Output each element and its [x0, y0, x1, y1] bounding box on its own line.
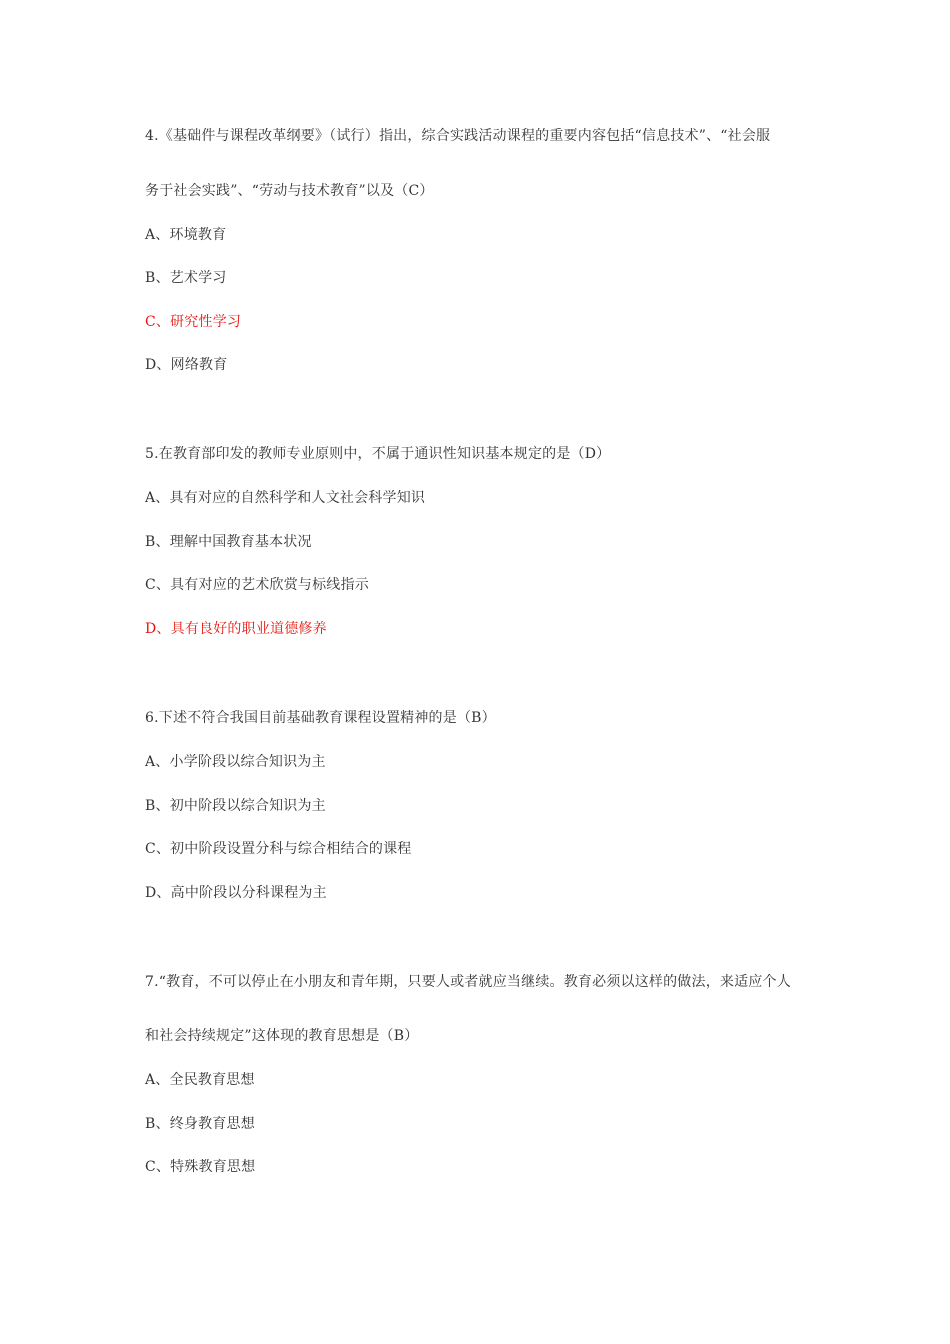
question-4-stem-line-2: 务于社会实践”、“劳动与技术教育”以及（C） — [145, 183, 434, 199]
question-4-stem-line-1: 4.《基础件与课程改革纲要》（试行）指出，综合实践活动课程的重要内容包括“信息技术”、“社会服 — [145, 128, 771, 144]
question-4-option-a: A、环境教育 — [145, 227, 227, 243]
question-5-option-c: C、具有对应的艺术欣赏与标线指示 — [145, 577, 369, 593]
question-5-stem-line-1: 5.在教育部印发的教师专业原则中，不属于通识性知识基本规定的是（D） — [145, 446, 611, 462]
question-6-option-c: C、初中阶段设置分科与综合相结合的课程 — [145, 841, 412, 857]
question-6-option-a: A、小学阶段以综合知识为主 — [145, 754, 326, 770]
question-4-option-d: D、网络教育 — [145, 357, 228, 373]
question-7-option-a: A、全民教育思想 — [145, 1072, 255, 1088]
question-4-option-b: B、艺术学习 — [145, 270, 227, 286]
question-7-option-c: C、特殊教育思想 — [145, 1159, 256, 1175]
question-7-option-b: B、终身教育思想 — [145, 1116, 255, 1132]
question-5-option-a: A、具有对应的自然科学和人文社会科学知识 — [145, 490, 426, 506]
question-7-stem-line-2: 和社会持续规定”这体现的教育思想是（B） — [145, 1028, 419, 1044]
question-4-option-c-correct: C、研究性学习 — [145, 314, 242, 330]
question-5-option-b: B、理解中国教育基本状况 — [145, 534, 312, 550]
question-5-option-d-correct: D、具有良好的职业道德修养 — [145, 621, 327, 637]
question-6-option-d: D、高中阶段以分科课程为主 — [145, 885, 327, 901]
question-6-stem-line-1: 6.下述不符合我国目前基础教育课程设置精神的是（B） — [145, 710, 496, 726]
question-6-option-b: B、初中阶段以综合知识为主 — [145, 798, 326, 814]
question-7-stem-line-1: 7.“教育，不可以停止在小朋友和青年期，只要人或者就应当继续。教育必须以这样的做法，来适应个人 — [145, 974, 791, 990]
